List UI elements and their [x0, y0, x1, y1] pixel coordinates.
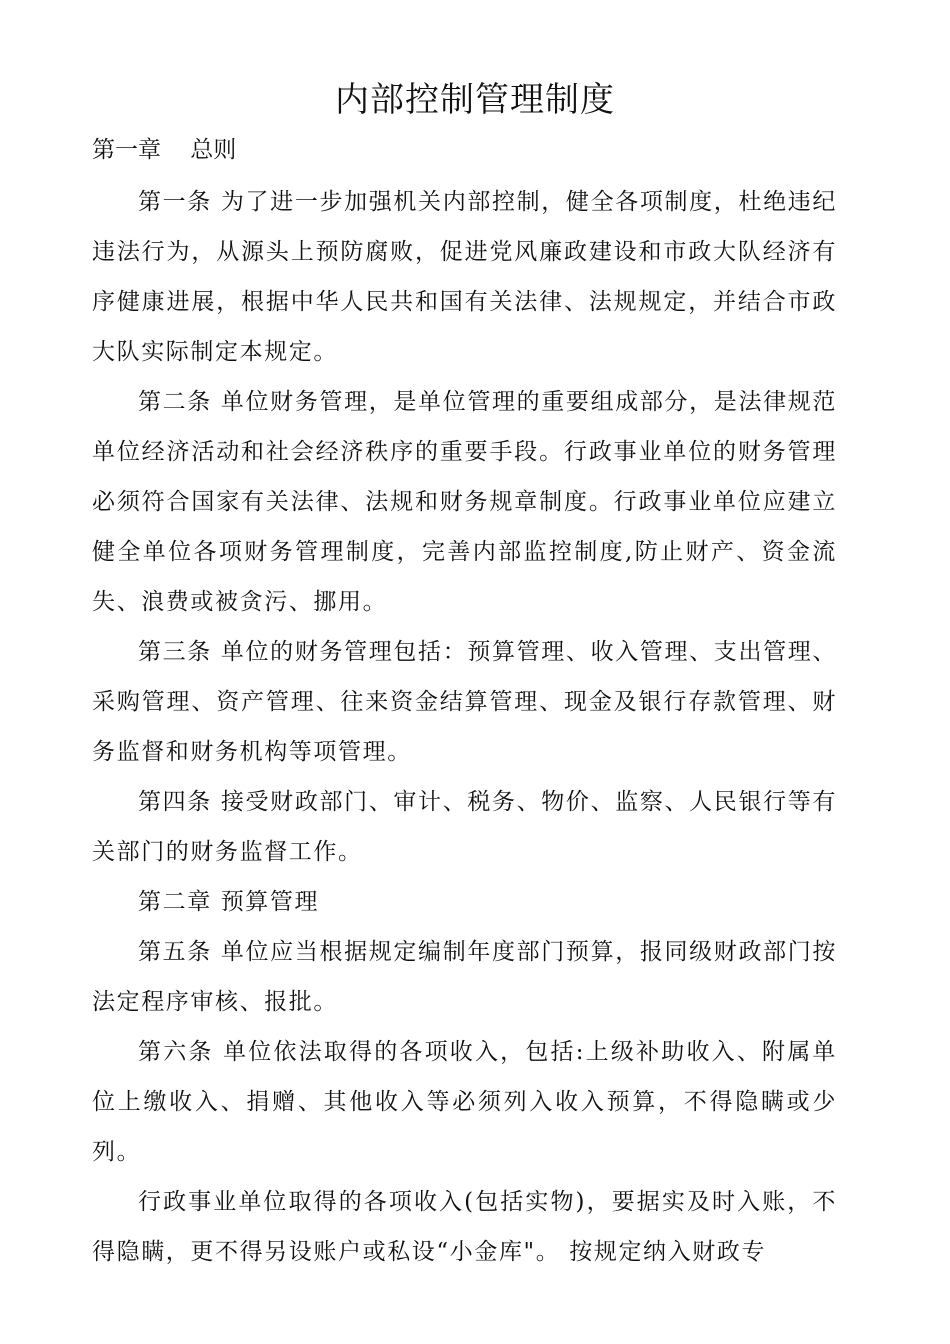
document-body — [92, 177, 837, 1277]
chapter-two-heading: 第二章 预算管理 — [138, 889, 320, 915]
income-paragraph: 行政事业单位取得的各项收入(包括实物)，要据实及时入账，不得隐瞒，更不得另设账户或私设“小金库"。 按规定纳入财政专 — [92, 1189, 837, 1265]
chapter-one-heading: 第一章 总则 — [92, 137, 237, 163]
article-2-paragraph: 第二条 单位财务管理，是单位管理的重要组成部分，是法律规范单位经济活动和社会经济秩序的重要手段。行政事业单位的财务管理必须符合国家有关法律、法规和财务规章制度。行政事业单位应建立健全单位各项财务管理制度，完善内部监控制度,防止财产、资金流失、浪费或被贪污、挪用。 — [92, 389, 837, 615]
article-4-paragraph: 第四条 接受财政部门、审计、税务、物价、监察、人民银行等有关部门的财务监督工作。 — [92, 789, 837, 865]
article-5-paragraph: 第五条 单位应当根据规定编制年度部门预算，报同级财政部门按法定程序审核、报批。 — [92, 939, 837, 1015]
article-3-paragraph: 第三条 单位的财务管理包括：预算管理、收入管理、支出管理、采购管理、资产管理、往来资金结算管理、现金及银行存款管理、财务监督和财务机构等项管理。 — [92, 639, 837, 765]
document-title: 内部控制管理制度 — [335, 80, 615, 120]
article-1-paragraph: 第一条 为了进一步加强机关内部控制，健全各项制度，杜绝违纪违法行为，从源头上预防腐败，促进党风廉政建设和市政大队经济有序健康进展，根据中华人民共和国有关法律、法规规定，并结合市政大队实际制定本规定。 — [92, 189, 837, 365]
article-6-paragraph: 第六条 单位依法取得的各项收入，包括:上级补助收入、附属单位上缴收入、捐赠、其他收入等必须列入收入预算，不得隐瞒或少列。 — [92, 1039, 837, 1165]
